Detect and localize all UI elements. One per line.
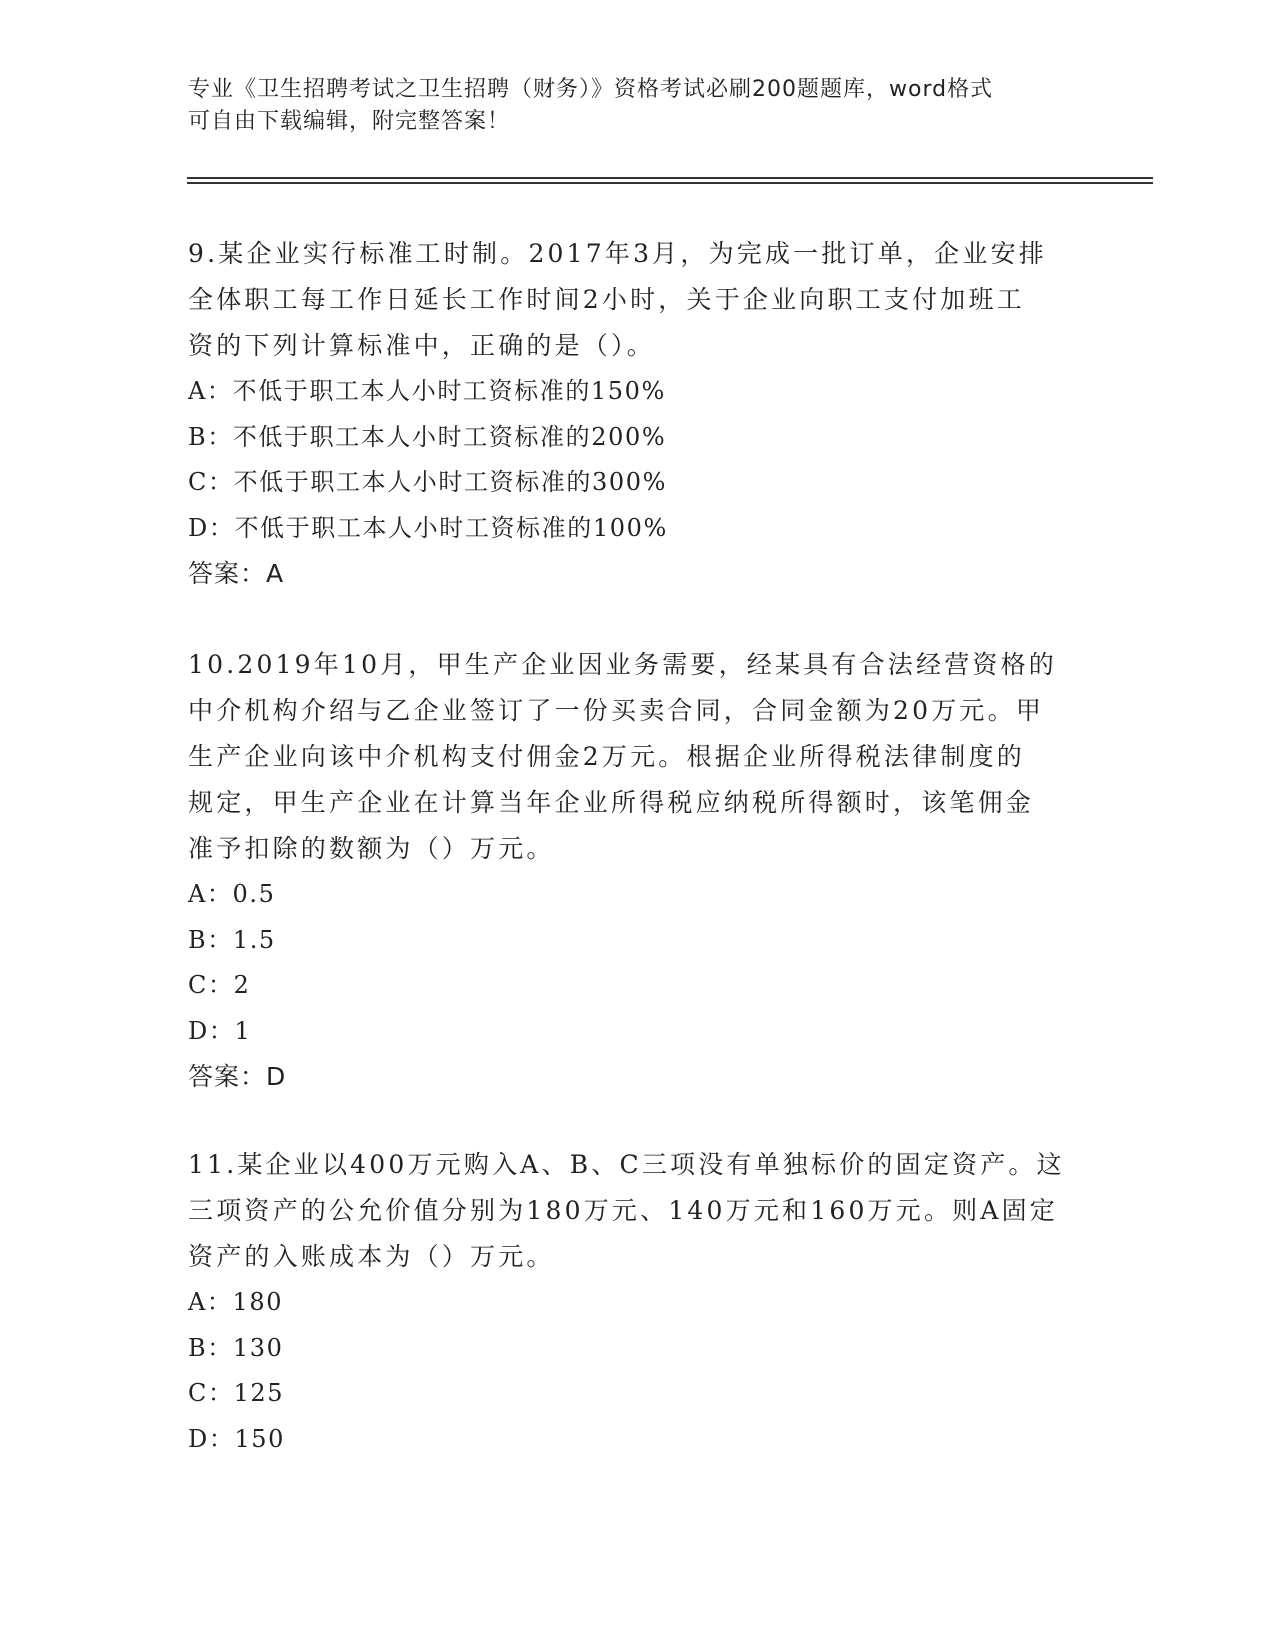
option-c: C：不低于职工本人小时工资标准的300%: [188, 468, 667, 496]
question-text-line: 资的下列计算标准中，正确的是（）。: [188, 331, 655, 360]
option-b: B：不低于职工本人小时工资标准的200%: [188, 422, 667, 451]
question-11: [188, 1142, 1088, 1462]
question-text-line: 9.某企业实行标准工时制。2017年3月，为完成一批订单，企业安排: [188, 239, 1047, 268]
answer-line: 答案：D: [188, 1062, 287, 1091]
question-text-line: 生产企业向该中介机构支付佣金2万元。根据企业所得税法律制度的: [188, 742, 1025, 771]
question-10: [188, 642, 1088, 1100]
option-d: D：不低于职工本人小时工资标准的100%: [188, 513, 668, 542]
header-divider-bottom: [187, 182, 1153, 184]
document-header: [188, 74, 1068, 138]
header-line-2: 可自由下载编辑，附完整答案！: [188, 109, 511, 134]
question-text-line: 全体职工每工作日延长工作时间2小时，关于企业向职工支付加班工: [188, 285, 1025, 314]
option-b: B：130: [188, 1333, 284, 1362]
option-d: D：1: [188, 1016, 252, 1045]
question-9: [188, 231, 1088, 597]
option-a: A：180: [188, 1288, 284, 1316]
question-text-line: 11.某企业以400万元购入A、B、C三项没有单独标价的固定资产。这: [188, 1150, 1065, 1179]
question-text-line: 规定，甲生产企业在计算当年企业所得税应纳税所得额时，该笔佣金: [188, 788, 1035, 817]
option-d: D：150: [188, 1424, 286, 1453]
option-a: A：0.5: [188, 880, 276, 908]
option-b: B：1.5: [188, 925, 276, 954]
option-c: C：125: [188, 1379, 285, 1407]
question-text-line: 10.2019年10月，甲生产企业因业务需要，经某具有合法经营资格的: [188, 650, 1057, 679]
question-text-line: 中介机构介绍与乙企业签订了一份买卖合同，合同金额为20万元。甲: [188, 696, 1045, 725]
option-a: A：不低于职工本人小时工资标准的150%: [188, 377, 666, 405]
answer-line: 答案：A: [188, 559, 285, 588]
question-text-line: 资产的入账成本为（）万元。: [188, 1242, 555, 1271]
header-divider-top: [187, 177, 1153, 179]
question-text-line: 准予扣除的数额为（）万元。: [188, 834, 555, 863]
option-c: C：2: [188, 971, 251, 999]
header-line-1: 专业《卫生招聘考试之卫生招聘（财务）》资格考试必刷200题题库，word格式: [188, 77, 994, 102]
question-text-line: 三项资产的公允价值分别为180万元、140万元和160万元。则A固定: [188, 1196, 1059, 1225]
